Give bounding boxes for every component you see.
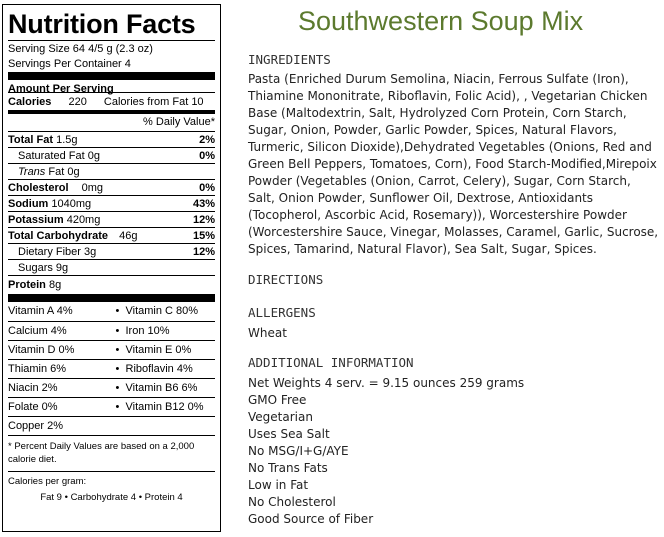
serving-size: Serving Size 64 4/5 g (2.3 oz) (8, 40, 215, 56)
nutrient-dv: 15% (192, 230, 215, 242)
vitamin-cell: • Iron 10% (112, 322, 216, 340)
vitamin-table (8, 294, 215, 435)
nutrient-label: Cholesterol (8, 182, 69, 194)
vitamin-row (8, 321, 215, 340)
nutrient-row-saturated-fat (8, 147, 215, 163)
nutrient-amount: 0mg (81, 182, 103, 194)
vitamin-row (8, 340, 215, 359)
additional-info-heading: ADDITIONAL INFORMATION (248, 355, 414, 370)
calories-value: 220 (68, 96, 87, 108)
nutrient-label: Protein (8, 279, 46, 291)
nutrient-amount: 3g (84, 246, 97, 258)
nutrient-row-sodium (8, 195, 215, 211)
ingredients-text: Pasta (Enriched Durum Semolina, Niacin, Ferrous Sulfate (Iron), Thiamine Mononitrate, Riboflavin, Folic Acid), , Vegetarian Chicken Base (Maltodextrin, Salt, Hydrolyzed Corn Protein, Corn Starch, Sugar, Onion, Powder, Garlic Powder, Spices, Natural Flavors, Turmeric, Silicon Dioxide),Dehydrated Vegetables (Onions, Red and Green Bell Peppers, Tomatoes, Corn), Food Starch-Modified,Mirepoix Powder (Vegetables (Onion, Carrot, Celery), Sugar, Corn Starch, Salt, Onion Powder, Sunflower Oil, Dextrose, Antioxidants (Tocopherol, Ascorbic Acid, Rosemary)), Worcestershire Powder (Worcestershire Sauce, Vinegar, Molasses, Caramel, Garlic, Sucrose, Spices, Tamarind, Natural Flavor), Sea Salt, Sugar, Spices. (248, 72, 659, 256)
nutrient-row-trans-fat (8, 163, 215, 179)
vitamin-row (8, 397, 215, 416)
nutrient-label: Dietary Fiber (18, 246, 81, 258)
nutrient-row-total-carbohydrate (8, 227, 215, 243)
nutrient-amount: 8g (48, 279, 62, 291)
nutrient-amount: 0g (87, 150, 100, 162)
macro-calories-per-gram: Fat 9 • Carbohydrate 4 • Protein 4 (40, 492, 183, 503)
list-item: Low in Fat (248, 478, 309, 492)
nutrient-label: Saturated Fat (18, 150, 85, 162)
nutrient-dv: 0% (199, 150, 215, 162)
nutrient-label: Sugars (18, 262, 53, 274)
ingredients-heading: INGREDIENTS (248, 52, 331, 67)
nutrient-amount: 420mg (66, 214, 101, 226)
directions-heading: DIRECTIONS (248, 272, 324, 287)
nutrition-facts-title: Nutrition Facts (8, 9, 196, 39)
additional-info-list (248, 375, 660, 528)
vitamin-cell: • Vitamin E 0% (112, 341, 216, 359)
vitamin-cell: Copper 2% (8, 420, 64, 432)
list-item: Net Weights 4 serv. = 9.15 ounces 259 grams (248, 376, 525, 390)
vitamin-cell: • Riboflavin 4% (112, 360, 216, 378)
nutrient-amount: 9g (55, 262, 69, 274)
nutrient-amount: 1040mg (51, 198, 92, 210)
daily-value-footnote: * Percent Daily Values are based on a 2,000 calorie diet. (8, 435, 215, 471)
list-item: No Cholesterol (248, 495, 336, 509)
nutrient-dv: 0% (199, 182, 215, 194)
list-item: No Trans Fats (248, 461, 328, 475)
vitamin-row (8, 416, 215, 435)
nutrient-row-dietary-fiber (8, 243, 215, 259)
vitamin-cell: Calcium 4% (8, 325, 67, 337)
vitamin-row (8, 302, 215, 321)
list-item: Good Source of Fiber (248, 512, 374, 526)
vitamin-cell: Folate 0% (8, 401, 58, 413)
amount-per-serving: Amount Per Serving (8, 72, 215, 92)
vitamin-cell: • Vitamin C 80% (112, 302, 216, 321)
nutrient-dv: 43% (192, 198, 215, 210)
vitamin-cell: • Vitamin B12 0% (112, 398, 216, 416)
list-item: GMO Free (248, 393, 307, 407)
allergens-text: Wheat (248, 326, 287, 340)
nutrient-dv: 2% (199, 134, 215, 146)
list-item: Vegetarian (248, 410, 313, 424)
nutrient-row-potassium (8, 211, 215, 227)
calories-row (8, 92, 215, 110)
nutrient-label: Total Fat (8, 134, 54, 146)
vitamin-row (8, 378, 215, 397)
vitamin-cell: Vitamin A 4% (8, 305, 73, 317)
vitamin-cell: Niacin 2% (8, 382, 58, 394)
nutrient-row-sugars (8, 259, 215, 275)
vitamin-row (8, 359, 215, 378)
allergens-heading: ALLERGENS (248, 305, 316, 320)
servings-per-container: Servings Per Container 4 (8, 58, 131, 70)
vitamin-cell: • Vitamin B6 6% (112, 379, 216, 397)
nutrient-row-total-fat (8, 131, 215, 147)
list-item: No MSG/I+G/AYE (248, 444, 349, 458)
nutrient-amount: 1.5g (56, 134, 78, 146)
nutrition-facts-label (2, 4, 221, 532)
vitamin-cell: Vitamin D 0% (8, 344, 75, 356)
nutrient-label: Trans (18, 166, 46, 178)
nutrient-dv: 12% (192, 214, 215, 226)
calories-per-gram: Calories per gram: (8, 471, 215, 488)
nutrient-amount: Fat 0g (48, 166, 80, 178)
product-title: Southwestern Soup Mix (298, 6, 584, 36)
nutrient-row-cholesterol (8, 179, 215, 195)
nutrient-row-protein (8, 275, 215, 294)
calories-from-fat: Calories from Fat 10 (103, 96, 204, 108)
nutrient-amount: 46g (119, 230, 138, 242)
nutrient-label: Total Carbohydrate (8, 230, 109, 242)
calories-label: Calories (8, 96, 52, 108)
nutrient-label: Potassium (8, 214, 64, 226)
vitamin-cell: Thiamin 6% (8, 363, 67, 375)
nutrient-dv: 12% (192, 246, 215, 258)
nutrient-label: Sodium (8, 198, 49, 210)
daily-value-header: % Daily Value* (8, 110, 215, 131)
list-item: Uses Sea Salt (248, 427, 330, 441)
